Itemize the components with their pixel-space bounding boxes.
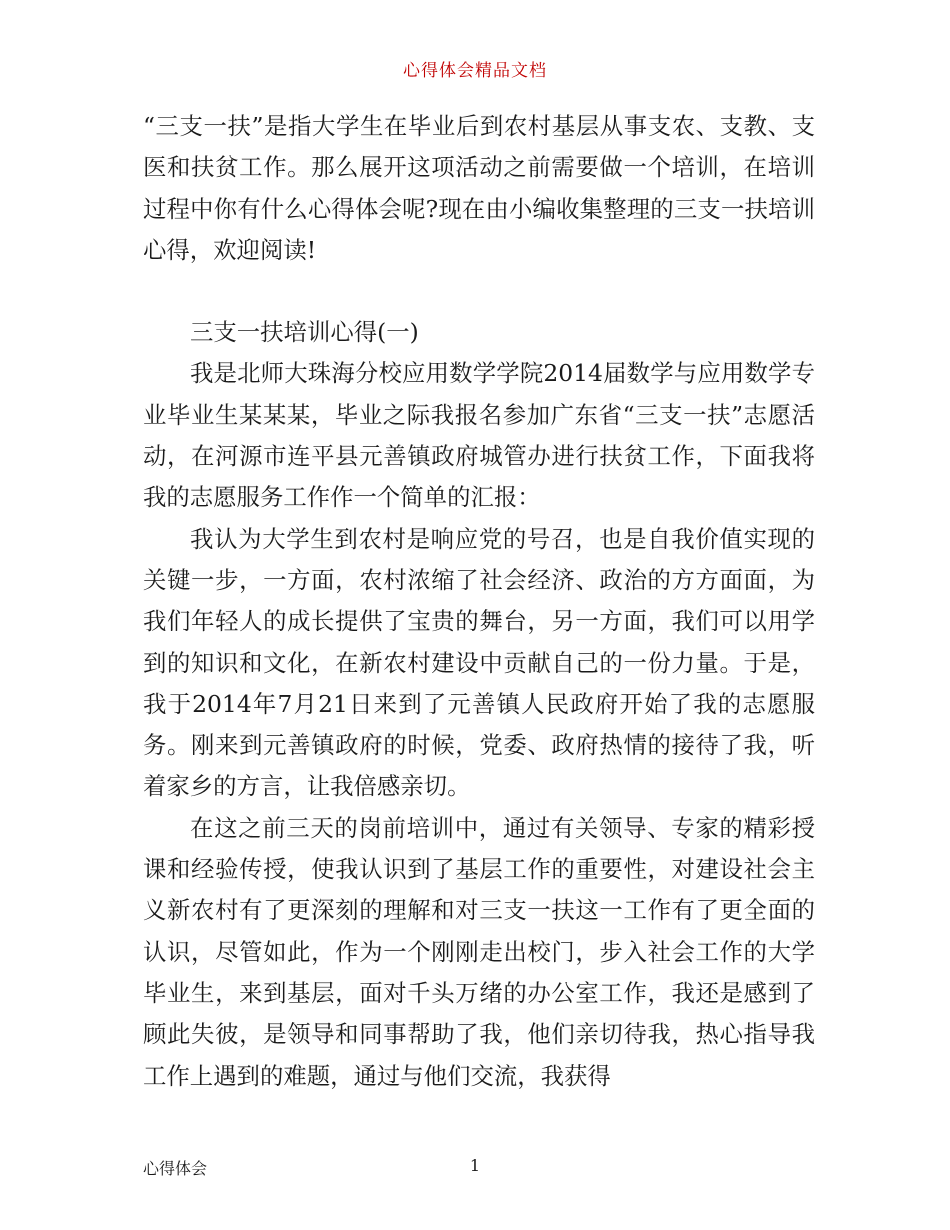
body-paragraph-3: 在这之前三天的岗前培训中，通过有关领导、专家的精彩授课和经验传授，使我认识到了基层工作的重要性，对建设社会主义新农村有了更深刻的理解和对三支一扶这一工作有了更全面的认识，尽管如此，作为一个刚刚走出校门，步入社会工作的大学毕业生，来到基层，面对千头万绪的办公室工作，我还是感到了顾此失彼，是领导和同事帮助了我，他们亲切待我，热心指导我工作上遇到的难题，通过与他们交流，我获得 [143,813,815,1090]
document-body [143,106,815,1097]
body-paragraph-2: 我认为大学生到农村是响应党的号召，也是自我价值实现的关键一步，一方面，农村浓缩了社会经济、政治的方方面面，为我们年轻人的成长提供了宝贵的舞台，另一方面，我们可以用学到的知识和文化，在新农村建设中贡献自己的一份力量。于是，我于2014年7月21日来到了元善镇人民政府开始了我的志愿服务。刚来到元善镇政府的时候，党委、政府热情的接待了我，听着家乡的方言，让我倍感亲切。 [143,524,815,801]
intro-paragraph: “三支一扶”是指大学生在毕业后到农村基层从事支农、支教、支医和扶贫工作。那么展开这项活动之前需要做一个培训，在培训过程中你有什么心得体会呢?现在由小编收集整理的三支一扶培训心得，欢迎阅读! [143,112,815,264]
page-number: 1 [469,1156,481,1175]
section-title: 三支一扶培训心得(一) [190,318,419,347]
body-paragraph-1: 我是北师大珠海分校应用数学学院2014届数学与应用数学专业毕业生某某某，毕业之际我报名参加广东省“三支一扶”志愿活动，在河源市连平县元善镇政府城管办进行扶贫工作，下面我将我的志愿服务工作作一个简单的汇报： [143,359,815,512]
footer-label: 心得体会 [143,1159,208,1178]
page-header-title: 心得体会精品文档 [403,61,547,81]
